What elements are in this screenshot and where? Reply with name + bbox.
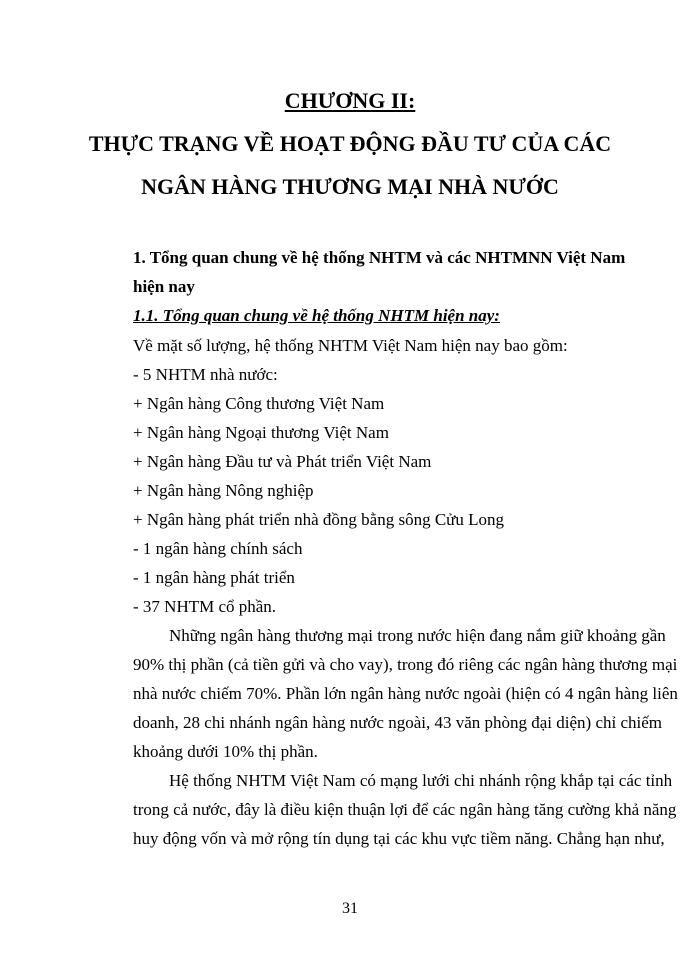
paragraph-1-line: khoảng dưới 10% thị phần. xyxy=(133,742,318,761)
list-item: + Ngân hàng Công thương Việt Nam xyxy=(133,394,385,413)
list-item: + Ngân hàng Đầu tư và Phát triển Việt Nam xyxy=(133,452,432,471)
section-heading-line-2: hiện nay xyxy=(133,277,195,296)
paragraph-1-line: Những ngân hàng thương mại trong nước hiện đang nắm giữ khoảng gần xyxy=(169,626,666,645)
list-item: + Ngân hàng phát triển nhà đồng bằng sông Cửu Long xyxy=(133,510,505,529)
list-item: - 1 ngân hàng chính sách xyxy=(133,539,303,558)
chapter-title-line-2: NGÂN HÀNG THƯƠNG MẠI NHÀ NƯỚC xyxy=(141,174,559,199)
subsection-heading: 1.1. Tổng quan chung về hệ thống NHTM hiện nay: xyxy=(133,306,500,325)
list-item: + Ngân hàng Nông nghiệp xyxy=(133,481,314,500)
paragraph-2-line: huy động vốn và mở rộng tín dụng tại các khu vực tiềm năng. Chẳng hạn như, xyxy=(133,829,665,848)
paragraph-1-line: doanh, 28 chi nhánh ngân hàng nước ngoài, 43 văn phòng đại diện) chỉ chiếm xyxy=(133,713,663,732)
section-heading-line-1: 1. Tổng quan chung về hệ thống NHTM và các NHTMNN Việt Nam xyxy=(133,248,626,267)
intro-text: Về mặt số lượng, hệ thống NHTM Việt Nam hiện nay bao gồm: xyxy=(133,336,568,355)
paragraph-2-line: trong cả nước, đây là điều kiện thuận lợi để các ngân hàng tăng cường khả năng xyxy=(133,800,677,819)
paragraph-1-line: 90% thị phần (cả tiền gửi và cho vay), trong đó riêng các ngân hàng thương mại xyxy=(133,655,678,674)
page-number: 31 xyxy=(342,900,358,917)
paragraph-1-line: nhà nước chiếm 70%. Phần lớn ngân hàng nước ngoài (hiện có 4 ngân hàng liên xyxy=(133,684,678,703)
list-item: + Ngân hàng Ngoại thương Việt Nam xyxy=(133,423,389,442)
paragraph-2-line: Hệ thống NHTM Việt Nam có mạng lưới chi nhánh rộng khắp tại các tỉnh xyxy=(169,771,673,790)
list-item: - 5 NHTM nhà nước: xyxy=(133,365,278,384)
chapter-label: CHƯƠNG II: xyxy=(284,88,416,113)
chapter-title-line-1: THỰC TRẠNG VỀ HOẠT ĐỘNG ĐẦU TƯ CỦA CÁC xyxy=(88,131,612,156)
list-item: - 1 ngân hàng phát triển xyxy=(133,568,295,587)
list-item: - 37 NHTM cổ phần. xyxy=(133,597,277,616)
